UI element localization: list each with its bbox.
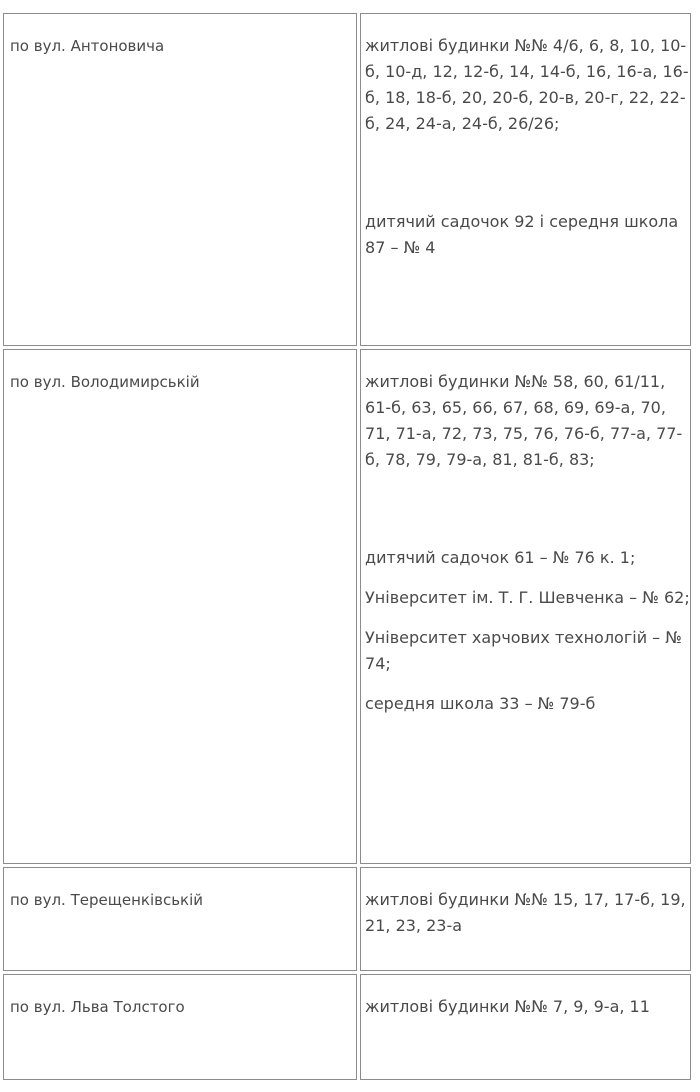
address-list (361, 14, 690, 261)
street-name: по вул. Терещенківській (10, 891, 204, 909)
facility-text: Університет харчових технологій – № 74; (365, 628, 682, 673)
table-row (3, 349, 691, 864)
houses-text: житлові будинки №№ 4/6, 6, 8, 10, 10-б, 10-д, 12, 12-б, 14, 14-б, 16, 16-а, 16-б, 18, 18-б, 20, 20-б, 20-в, 20-г, 22, 22-б, 24, 24-а, 24-б, 26/26; (365, 36, 689, 133)
street-name: по вул. Льва Толстого (10, 998, 185, 1016)
address-list (361, 350, 690, 717)
address-cell (360, 867, 691, 971)
facility-text: дитячий садочок 61 – № 76 к. 1; (365, 548, 636, 567)
houses-text: житлові будинки №№ 7, 9, 9-а, 11 (365, 997, 650, 1016)
address-cell (360, 974, 691, 1080)
table-row (3, 13, 691, 346)
houses-text: житлові будинки №№ 58, 60, 61/11, 61-б, 63, 65, 66, 67, 68, 69, 69-а, 70, 71, 71-а, 72, 73, 75, 76, 76-б, 77-а, 77-б, 78, 79, 79-а, 81, 81-б, 83; (365, 372, 683, 469)
address-table (0, 10, 694, 1083)
street-cell (3, 349, 357, 864)
address-list (361, 868, 690, 939)
table-row (3, 974, 691, 1080)
table-row (3, 867, 691, 971)
street-name: по вул. Володимирській (10, 373, 200, 391)
address-cell (360, 349, 691, 864)
address-list (361, 975, 690, 1020)
street-cell (3, 974, 357, 1080)
facility-text: дитячий садочок 92 і середня школа 87 – № 4 (365, 212, 679, 257)
houses-text: житлові будинки №№ 15, 17, 17-б, 19, 21, 23, 23-а (365, 890, 686, 935)
facility-text: Університет ім. Т. Г. Шевченка – № 62; (365, 588, 690, 607)
street-name: по вул. Антоновича (10, 37, 165, 55)
facility-text: середня школа 33 – № 79-б (365, 694, 596, 713)
street-cell (3, 867, 357, 971)
street-cell (3, 13, 357, 346)
address-cell (360, 13, 691, 346)
